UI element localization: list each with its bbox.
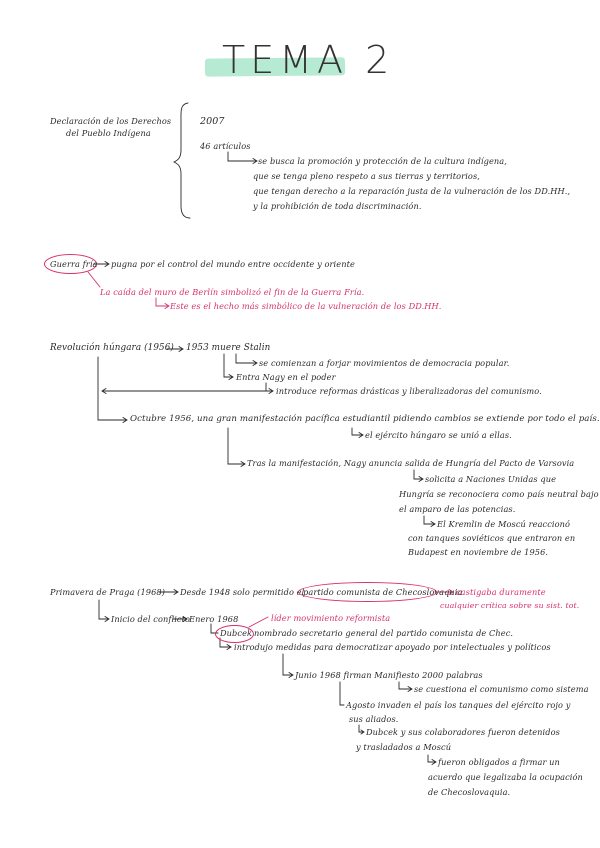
s3-sol1: solicita a Naciones Unidas que (425, 474, 557, 484)
s4-dubcek: Dubcek (220, 628, 253, 638)
arrow-s4-inicio (99, 600, 108, 619)
s4-fue3: de Checoslovaquia. (428, 787, 511, 797)
s4-fue1: fueron obligados a firmar un (438, 757, 560, 767)
s4-enero: Enero 1968 (189, 614, 239, 624)
brace (174, 103, 190, 218)
s3-sol3: el amparo de las potencias. (399, 504, 516, 514)
s1-line3: que tengan derecho a la reparación justa de la vulneración de los DD.HH., (253, 186, 571, 196)
s4-agosto1: Agosto invaden el país los tanques del ejército rojo y (346, 700, 571, 710)
s1-articles: 46 artículos (200, 141, 251, 151)
s4-term: Primavera de Praga (1968) (50, 587, 165, 597)
page-title: TEMA 2 (222, 38, 395, 82)
s2-desc: pugna por el control del mundo entre occidente y oriente (111, 259, 355, 269)
s2-pink2: Este es el hecho más simbólico de la vulneración de los DD.HH. (170, 301, 442, 311)
s4-nombrado: nombrado secretario general del partido comunista de Chec. (254, 628, 514, 638)
arrow-s2-pink1 (88, 272, 100, 287)
s3-kremlin2: con tanques soviéticos que entraron en (408, 533, 576, 543)
s1-year: 2007 (200, 116, 225, 127)
arrow-s4-agosto (340, 682, 344, 705)
s3-army: el ejército húngaro se unió a ellas. (365, 430, 512, 440)
s4-castigaba2: cualquier crítica sobre su sist. tot. (440, 601, 580, 610)
s3-sol2: Hungría se reconociera como país neutral bajo (399, 489, 599, 499)
s3-stalin: 1953 muere Stalin (186, 343, 271, 353)
s1-line4: y la prohibición de toda discriminación. (253, 201, 422, 211)
s3-kremlin1: El Kremlin de Moscú reaccionó (437, 519, 571, 529)
s1-line1: se busca la promoción y protección de la cultura indígena, (258, 156, 507, 166)
arrow-s4-junio (283, 654, 292, 675)
arrow-s4-lider (249, 617, 268, 627)
arrow-s3-nagy (224, 354, 232, 377)
s3-line1: se comienzan a forjar movimientos de democracia popular. (259, 358, 510, 368)
s3-tras: Tras la manifestación, Nagy anuncia salida de Hungría del Pacto de Varsovia (247, 458, 575, 468)
s4-fue2: acuerdo que legalizaba la ocupación (428, 772, 583, 782)
s1-term-line1: Declaración de los Derechos (50, 116, 172, 126)
s4-lider: líder movimiento reformista (271, 613, 391, 623)
s1-term-line2: del Pueblo Indígena (66, 128, 151, 138)
arrow-s2-pink2 (156, 298, 168, 306)
s4-dub1: Dubcek y sus colaboradores fueron detenidos (366, 727, 560, 737)
arrow-s3-stalin (236, 354, 256, 363)
s3-line3: introduce reformas drásticas y liberalizadoras del comunismo. (276, 386, 542, 396)
s1-line2: que se tenga pleno respeto a sus tierras y territorios, (253, 171, 480, 181)
arrow-s3-vertical (98, 357, 126, 420)
s4-partido: partido comunista de Checoslovaquia (303, 587, 463, 597)
s2-term: Guerra fría (50, 259, 98, 269)
s4-dub2: y trasladados a Moscú (356, 742, 452, 752)
s4-agosto2: sus aliados. (349, 714, 399, 724)
s4-introdujo: introdujo medidas para democratizar apoyado por intelectuales y políticos (234, 642, 551, 652)
s4-cuestiona: se cuestiona el comunismo como sistema (414, 684, 589, 694)
s4-inicio: Inicio del conflicto (111, 614, 191, 624)
s3-line2: Entra Nagy en el poder (236, 372, 336, 382)
arrow-s1 (228, 152, 256, 161)
s2-pink1: La caída del muro de Berlín simbolizó el fin de la Guerra Fría. (100, 287, 365, 297)
s3-october: Octubre 1956, una gran manifestación pacífica estudiantil pidiendo cambios se extiende por todo el país. (130, 414, 600, 424)
s4-desde: Desde 1948 solo permitido el (180, 587, 305, 597)
s3-term: Revolución húngara (1956) (50, 343, 174, 353)
s3-kremlin3: Budapest en noviembre de 1956. (408, 547, 549, 557)
s4-castigaba1: castigaba duramente (456, 587, 546, 597)
arrow-s3-tras (228, 428, 244, 464)
arrow-s4-cuestiona (399, 682, 411, 689)
s4-junio: Junio 1968 firman Manifiesto 2000 palabras (295, 670, 483, 680)
